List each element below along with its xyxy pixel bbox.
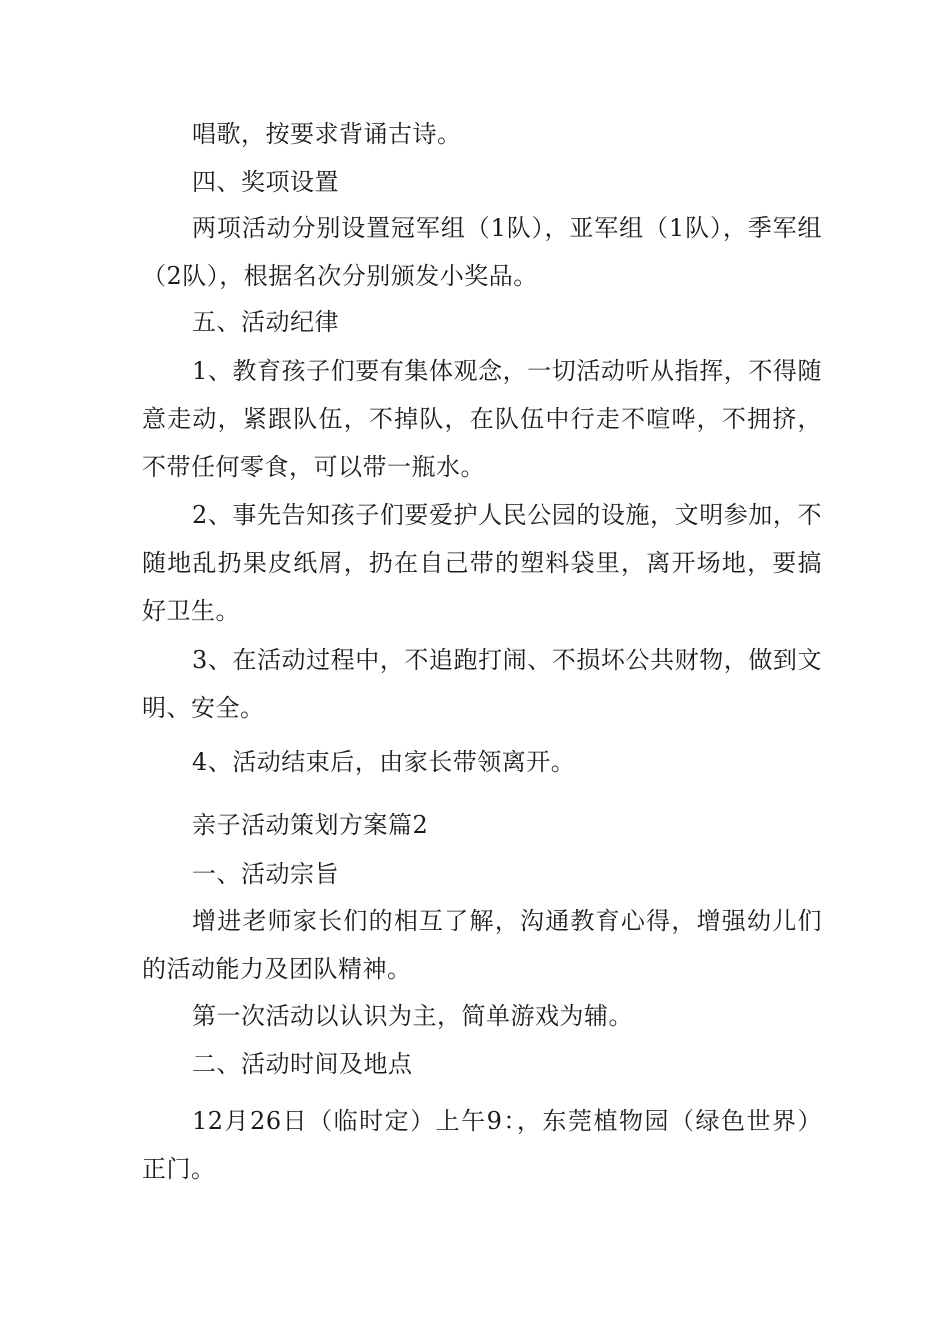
paragraph-rule-4 [142,738,822,786]
heading-text: 二、活动时间及地点 [192,1050,413,1078]
section-heading-awards [142,158,822,206]
heading-text: 一、活动宗旨 [192,860,339,888]
paragraph-text: 唱歌，按要求背诵古诗。 [192,120,462,148]
paragraph-text: 第一次活动以认识为主，简单游戏为辅。 [192,1002,633,1030]
heading-text: 亲子活动策划方案篇2 [192,811,429,839]
paragraph-text: 两项活动分别设置冠军组（1队），亚军组（1队），季军组（2队），根据名次分别颁发小奖品。 [142,214,822,290]
section-heading-purpose [142,850,822,898]
paragraph-rule-3 [142,636,822,732]
heading-text: 四、奖项设置 [192,168,339,196]
paragraph-text: 2、事先告知孩子们要爱护人民公园的设施，文明参加，不随地乱扔果皮纸屑，扔在自己带的塑料袋里，离开场地，要搞好卫生。 [142,501,822,625]
paragraph-text: 4、活动结束后，由家长带领离开。 [192,748,576,776]
paragraph-purpose [142,897,822,993]
paragraph-text: 增进老师家长们的相互了解，沟通教育心得，增强幼儿们的活动能力及团队精神。 [142,907,822,983]
paragraph-awards [142,204,822,300]
paragraph-text: 12月26日（临时定）上午9：，东莞植物园（绿色世界）正门。 [142,1107,822,1183]
paragraph-time-place [142,1097,822,1193]
paragraph-1 [142,110,822,158]
section-heading-time-place [142,1040,822,1088]
paragraph-text: 3、在活动过程中，不追跑打闹、不损坏公共财物，做到文明、安全。 [142,646,822,722]
paragraph-text: 1、教育孩子们要有集体观念，一切活动听从指挥，不得随意走动，紧跟队伍，不掉队，在队伍中行走不喧哗，不拥挤，不带任何零食，可以带一瓶水。 [142,357,822,481]
heading-text: 五、活动纪律 [192,308,339,336]
section-title-plan-2 [142,801,822,849]
paragraph-first-activity [142,992,822,1040]
paragraph-rule-2 [142,491,822,635]
paragraph-rule-1 [142,347,822,491]
section-heading-discipline [142,298,822,346]
